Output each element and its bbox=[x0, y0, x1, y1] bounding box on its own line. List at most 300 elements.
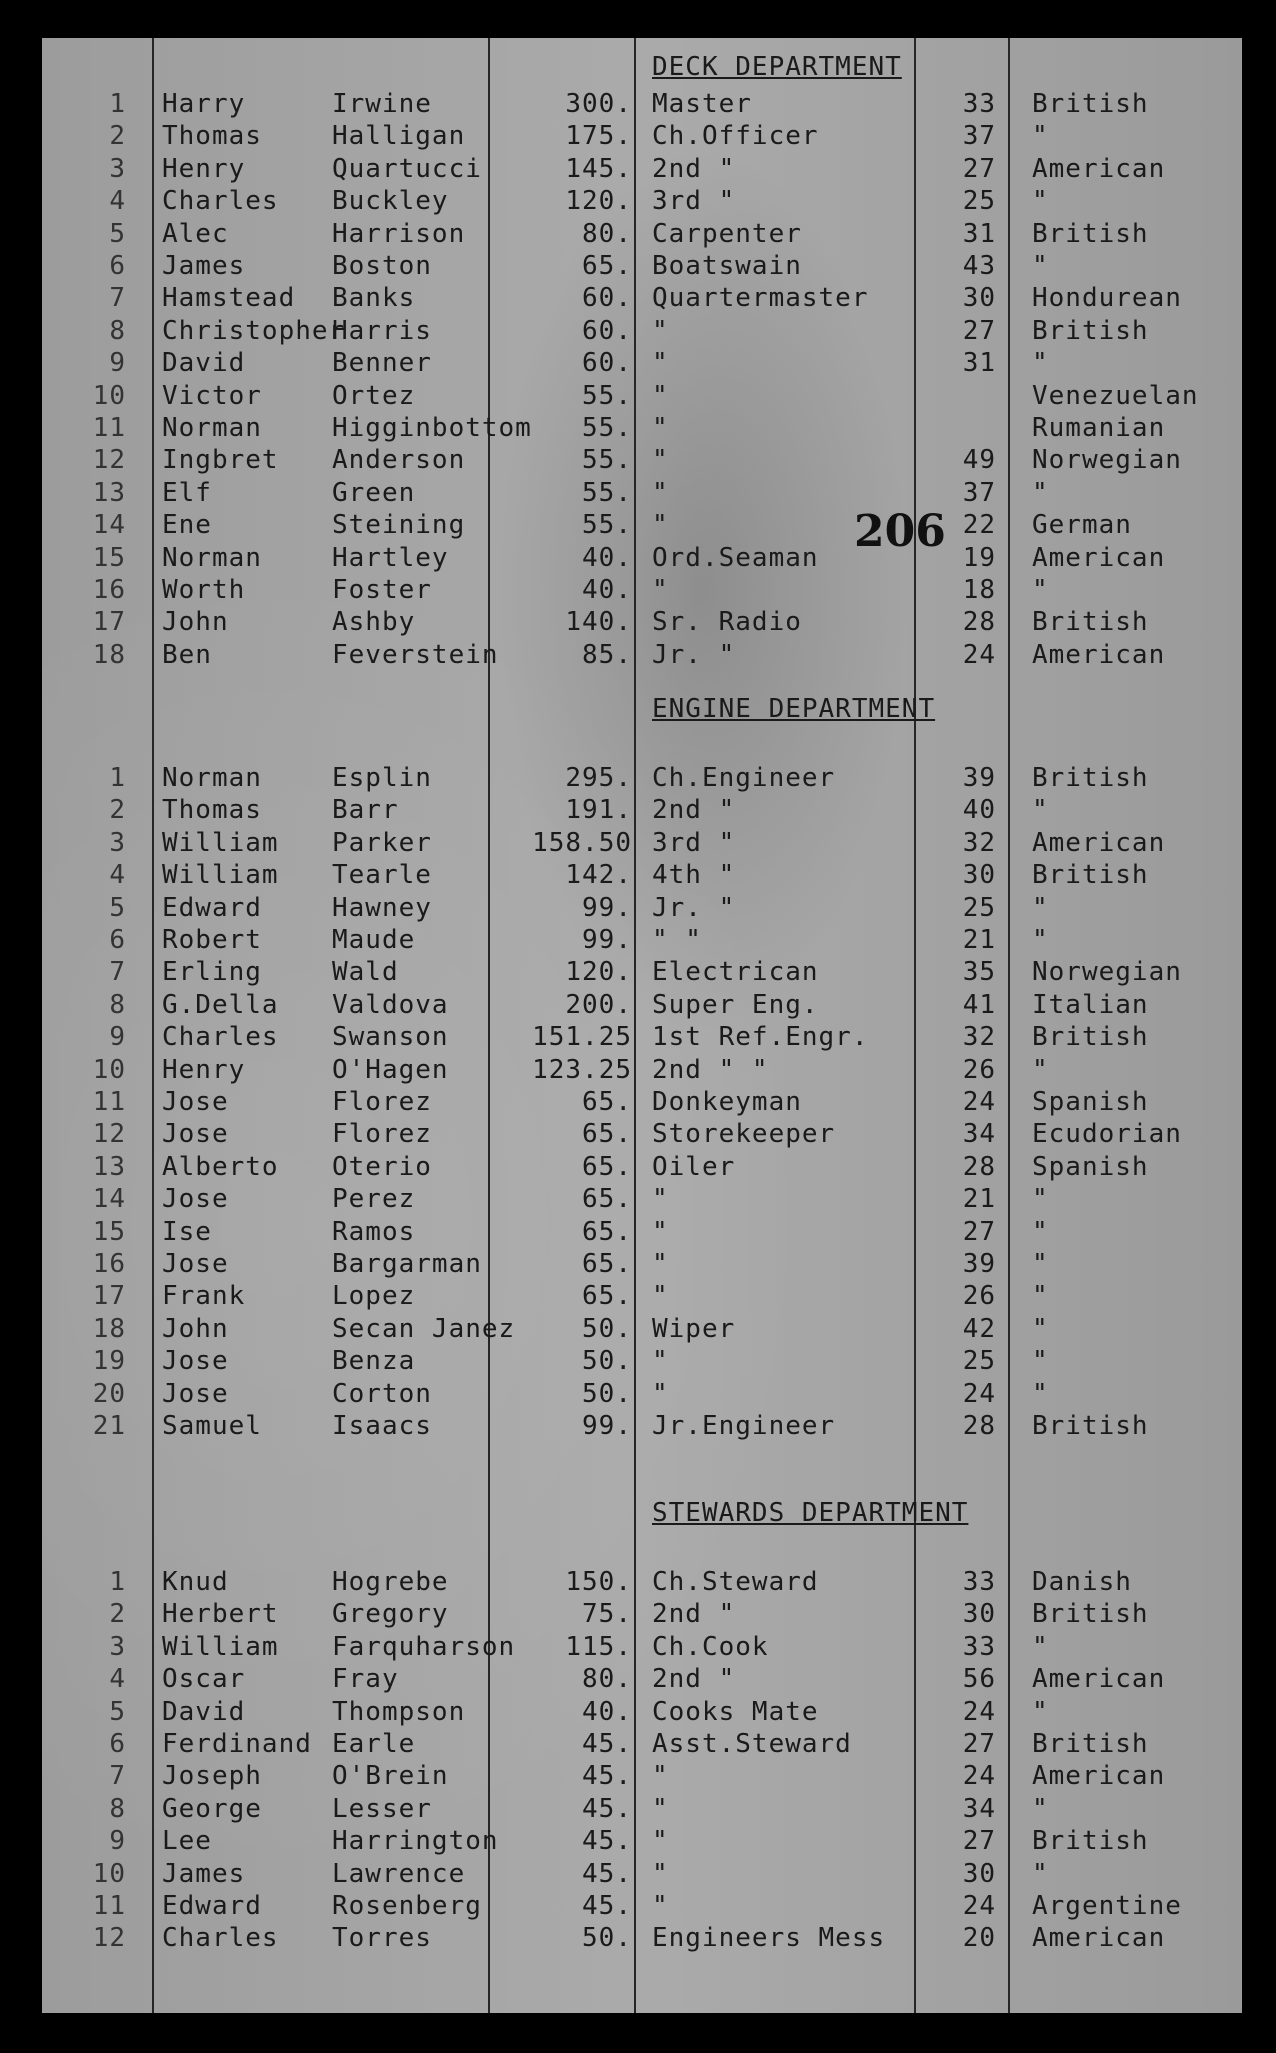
row-number: 6 bbox=[109, 251, 126, 281]
row-number: 8 bbox=[109, 315, 126, 346]
row-number: 17 bbox=[92, 1281, 126, 1312]
nationality: " bbox=[1032, 1631, 1049, 1662]
nationality: British bbox=[1032, 218, 1149, 249]
first-name: Jose bbox=[162, 1249, 229, 1279]
wage: 65. bbox=[582, 1087, 632, 1117]
wage: 75. bbox=[582, 1599, 632, 1630]
position: Cooks Mate bbox=[652, 1696, 819, 1727]
age: 35 bbox=[962, 957, 996, 988]
crew-row bbox=[42, 1793, 1242, 1825]
position: 2nd " bbox=[652, 1599, 736, 1630]
age: 25 bbox=[962, 186, 996, 217]
wage: 55. bbox=[582, 477, 632, 508]
row-number: 3 bbox=[109, 153, 126, 184]
crew-row bbox=[42, 1890, 1242, 1922]
wage: 50. bbox=[582, 1346, 632, 1377]
age: 25 bbox=[962, 892, 996, 923]
last-name: Parker bbox=[332, 827, 432, 858]
crew-row bbox=[42, 1696, 1242, 1728]
last-name: Barr bbox=[332, 795, 399, 826]
wage: 55. bbox=[582, 413, 632, 443]
nationality: " bbox=[1032, 892, 1049, 923]
first-name: Jose bbox=[162, 1119, 229, 1150]
position: Super Eng. bbox=[652, 989, 819, 1020]
age: 27 bbox=[962, 1216, 996, 1247]
crew-list-sheet bbox=[42, 38, 1242, 2013]
position: 1st Ref.Engr. bbox=[652, 1022, 869, 1053]
age: 31 bbox=[962, 218, 996, 249]
first-name: Ene bbox=[162, 510, 212, 541]
nationality: Norwegian bbox=[1032, 445, 1182, 476]
nationality: " bbox=[1032, 1313, 1049, 1344]
wage: 65. bbox=[582, 1184, 632, 1215]
stewards-department-heading: STEWARDS DEPARTMENT bbox=[652, 1498, 969, 1528]
position: " bbox=[652, 477, 669, 508]
wage: 50. bbox=[582, 1378, 632, 1409]
position: Ch.Engineer bbox=[652, 763, 836, 793]
last-name: Hawney bbox=[332, 892, 432, 923]
first-name: Herbert bbox=[162, 1599, 279, 1630]
wage: 120. bbox=[565, 957, 632, 988]
crew-row bbox=[42, 1760, 1242, 1792]
wage: 45. bbox=[582, 1826, 632, 1857]
first-name: George bbox=[162, 1793, 262, 1824]
wage: 140. bbox=[565, 607, 632, 638]
crew-row bbox=[42, 1410, 1242, 1442]
row-number: 16 bbox=[92, 575, 126, 605]
wage: 55. bbox=[582, 380, 632, 411]
last-name: Swanson bbox=[332, 1022, 449, 1053]
first-name: Joseph bbox=[162, 1761, 262, 1792]
nationality: " bbox=[1032, 925, 1049, 955]
crew-row bbox=[42, 509, 1242, 541]
crew-row bbox=[42, 1378, 1242, 1410]
nationality: British bbox=[1032, 763, 1149, 793]
wage: 50. bbox=[582, 1923, 632, 1954]
wage: 65. bbox=[582, 1249, 632, 1279]
age: 25 bbox=[962, 1346, 996, 1377]
wage: 65. bbox=[582, 1281, 632, 1312]
crew-row bbox=[42, 380, 1242, 412]
row-number: 3 bbox=[109, 827, 126, 858]
row-number: 16 bbox=[92, 1249, 126, 1279]
position: " bbox=[652, 1184, 669, 1215]
crew-row bbox=[42, 574, 1242, 606]
row-number: 4 bbox=[109, 860, 126, 891]
page-number-stamp: 206 bbox=[854, 506, 946, 557]
wage: 300. bbox=[565, 89, 632, 119]
crew-row bbox=[42, 1118, 1242, 1150]
wage: 65. bbox=[582, 1119, 632, 1150]
row-number: 2 bbox=[109, 795, 126, 826]
crew-row bbox=[42, 762, 1242, 794]
position: Master bbox=[652, 89, 752, 119]
position: Asst.Steward bbox=[652, 1729, 852, 1759]
position: Ch.Cook bbox=[652, 1631, 769, 1662]
position: " " bbox=[652, 925, 702, 955]
nationality: " bbox=[1032, 348, 1049, 379]
position: " bbox=[652, 380, 669, 411]
position: 3rd " bbox=[652, 186, 736, 217]
nationality: " bbox=[1032, 1249, 1049, 1279]
last-name: Bargarman bbox=[332, 1249, 482, 1279]
first-name: Jose bbox=[162, 1346, 229, 1377]
first-name: Frank bbox=[162, 1281, 246, 1312]
position: " bbox=[652, 413, 669, 443]
last-name: Harris bbox=[332, 315, 432, 346]
first-name: Jose bbox=[162, 1378, 229, 1409]
last-name: Florez bbox=[332, 1119, 432, 1150]
wage: 150. bbox=[565, 1567, 632, 1597]
age: 33 bbox=[962, 89, 996, 119]
last-name: Lopez bbox=[332, 1281, 416, 1312]
first-name: Norman bbox=[162, 542, 262, 573]
first-name: Lee bbox=[162, 1826, 212, 1857]
nationality: " bbox=[1032, 1696, 1049, 1727]
wage: 99. bbox=[582, 1411, 632, 1441]
nationality: British bbox=[1032, 89, 1149, 119]
crew-row bbox=[42, 1631, 1242, 1663]
last-name: Lesser bbox=[332, 1793, 432, 1824]
last-name: Foster bbox=[332, 575, 432, 605]
last-name: Feverstein bbox=[332, 639, 499, 670]
row-number: 12 bbox=[92, 445, 126, 476]
crew-row bbox=[42, 1858, 1242, 1890]
position: 2nd " bbox=[652, 153, 736, 184]
last-name: Ashby bbox=[332, 607, 416, 638]
first-name: Victor bbox=[162, 380, 262, 411]
last-name: Quartucci bbox=[332, 153, 482, 184]
position: " bbox=[652, 510, 669, 541]
crew-row bbox=[42, 1086, 1242, 1118]
wage: 99. bbox=[582, 925, 632, 955]
age: 27 bbox=[962, 153, 996, 184]
nationality: British bbox=[1032, 1599, 1149, 1630]
row-number: 6 bbox=[109, 925, 126, 955]
wage: 40. bbox=[582, 1696, 632, 1727]
row-number: 9 bbox=[109, 348, 126, 379]
position: Oiler bbox=[652, 1151, 736, 1182]
wage: 65. bbox=[582, 1151, 632, 1182]
crew-row bbox=[42, 827, 1242, 859]
position: " bbox=[652, 1346, 669, 1377]
row-number: 8 bbox=[109, 989, 126, 1020]
nationality: American bbox=[1032, 1761, 1166, 1792]
row-number: 18 bbox=[92, 1313, 126, 1344]
nationality: " bbox=[1032, 1054, 1049, 1085]
first-name: William bbox=[162, 827, 279, 858]
nationality: " bbox=[1032, 1346, 1049, 1377]
crew-row bbox=[42, 1216, 1242, 1248]
age: 30 bbox=[962, 283, 996, 314]
age: 33 bbox=[962, 1567, 996, 1597]
first-name: David bbox=[162, 348, 246, 379]
last-name: Esplin bbox=[332, 763, 432, 793]
first-name: Samuel bbox=[162, 1411, 262, 1441]
nationality: " bbox=[1032, 575, 1049, 605]
position: " bbox=[652, 315, 669, 346]
row-number: 15 bbox=[92, 542, 126, 573]
wage: 142. bbox=[565, 860, 632, 891]
first-name: Jose bbox=[162, 1087, 229, 1117]
last-name: Maude bbox=[332, 925, 416, 955]
age: 27 bbox=[962, 1826, 996, 1857]
age: 34 bbox=[962, 1793, 996, 1824]
last-name: Valdova bbox=[332, 989, 449, 1020]
nationality: " bbox=[1032, 1216, 1049, 1247]
row-number: 2 bbox=[109, 1599, 126, 1630]
crew-row bbox=[42, 1825, 1242, 1857]
wage: 40. bbox=[582, 542, 632, 573]
crew-row bbox=[42, 542, 1242, 574]
crew-row bbox=[42, 1183, 1242, 1215]
first-name: David bbox=[162, 1696, 246, 1727]
position: Engineers Mess bbox=[652, 1923, 886, 1954]
crew-row bbox=[42, 185, 1242, 217]
last-name: Torres bbox=[332, 1923, 432, 1954]
last-name: Corton bbox=[332, 1378, 432, 1409]
position: " bbox=[652, 1281, 669, 1312]
row-number: 7 bbox=[109, 283, 126, 314]
last-name: Anderson bbox=[332, 445, 466, 476]
age: 26 bbox=[962, 1054, 996, 1085]
crew-row bbox=[42, 956, 1242, 988]
age: 24 bbox=[962, 1087, 996, 1117]
age: 30 bbox=[962, 1858, 996, 1889]
position: Quartermaster bbox=[652, 283, 869, 314]
crew-row bbox=[42, 412, 1242, 444]
crew-row bbox=[42, 892, 1242, 924]
nationality: British bbox=[1032, 1729, 1149, 1759]
row-number: 5 bbox=[109, 218, 126, 249]
wage: 50. bbox=[582, 1313, 632, 1344]
row-number: 17 bbox=[92, 607, 126, 638]
age: 18 bbox=[962, 575, 996, 605]
row-number: 4 bbox=[109, 1664, 126, 1695]
row-number: 11 bbox=[92, 413, 126, 443]
row-number: 12 bbox=[92, 1923, 126, 1954]
first-name: Erling bbox=[162, 957, 262, 988]
wage: 45. bbox=[582, 1729, 632, 1759]
crew-row bbox=[42, 250, 1242, 282]
nationality: " bbox=[1032, 1281, 1049, 1312]
last-name: Fray bbox=[332, 1664, 399, 1695]
age: 41 bbox=[962, 989, 996, 1020]
crew-row bbox=[42, 1054, 1242, 1086]
nationality: " bbox=[1032, 795, 1049, 826]
first-name: Norman bbox=[162, 413, 262, 443]
first-name: Edward bbox=[162, 1891, 262, 1921]
last-name: Hogrebe bbox=[332, 1567, 449, 1597]
age: 56 bbox=[962, 1664, 996, 1695]
age: 43 bbox=[962, 251, 996, 281]
wage: 85. bbox=[582, 639, 632, 670]
age: 39 bbox=[962, 763, 996, 793]
last-name: Rosenberg bbox=[332, 1891, 482, 1921]
first-name: Thomas bbox=[162, 795, 262, 826]
wage: 295. bbox=[565, 763, 632, 793]
age: 28 bbox=[962, 1411, 996, 1441]
age: 20 bbox=[962, 1923, 996, 1954]
row-number: 3 bbox=[109, 1631, 126, 1662]
nationality: Spanish bbox=[1032, 1087, 1149, 1117]
last-name: Tearle bbox=[332, 860, 432, 891]
wage: 60. bbox=[582, 283, 632, 314]
last-name: Perez bbox=[332, 1184, 416, 1215]
row-number: 11 bbox=[92, 1891, 126, 1921]
last-name: Benner bbox=[332, 348, 432, 379]
wage: 120. bbox=[565, 186, 632, 217]
crew-row bbox=[42, 794, 1242, 826]
row-number: 14 bbox=[92, 510, 126, 541]
wage: 99. bbox=[582, 892, 632, 923]
position: " bbox=[652, 1249, 669, 1279]
wage: 115. bbox=[565, 1631, 632, 1662]
crew-row bbox=[42, 1598, 1242, 1630]
age: 30 bbox=[962, 860, 996, 891]
last-name: Secan Janez bbox=[332, 1313, 516, 1344]
wage: 45. bbox=[582, 1793, 632, 1824]
row-number: 7 bbox=[109, 1761, 126, 1792]
last-name: Benza bbox=[332, 1346, 416, 1377]
last-name: Farquharson bbox=[332, 1631, 516, 1662]
crew-row bbox=[42, 120, 1242, 152]
position: 2nd " " bbox=[652, 1054, 769, 1085]
wage: 80. bbox=[582, 218, 632, 249]
nationality: Hondurean bbox=[1032, 283, 1182, 314]
first-name: Ferdinand bbox=[162, 1729, 312, 1759]
age: 28 bbox=[962, 1151, 996, 1182]
wage: 55. bbox=[582, 510, 632, 541]
crew-row bbox=[42, 282, 1242, 314]
age: 19 bbox=[962, 542, 996, 573]
nationality: American bbox=[1032, 639, 1166, 670]
wage: 158.50 bbox=[532, 827, 632, 858]
position: Donkeyman bbox=[652, 1087, 802, 1117]
nationality: British bbox=[1032, 860, 1149, 891]
position: " bbox=[652, 1378, 669, 1409]
nationality: British bbox=[1032, 1411, 1149, 1441]
crew-row bbox=[42, 1663, 1242, 1695]
first-name: Harry bbox=[162, 89, 246, 119]
row-number: 10 bbox=[92, 380, 126, 411]
nationality: " bbox=[1032, 1858, 1049, 1889]
crew-row bbox=[42, 315, 1242, 347]
nationality: " bbox=[1032, 186, 1049, 217]
age: 32 bbox=[962, 827, 996, 858]
position: 3rd " bbox=[652, 827, 736, 858]
position: " bbox=[652, 1826, 669, 1857]
last-name: Lawrence bbox=[332, 1858, 466, 1889]
age: 37 bbox=[962, 121, 996, 152]
last-name: O'Hagen bbox=[332, 1054, 449, 1085]
age: 42 bbox=[962, 1313, 996, 1344]
position: 2nd " bbox=[652, 795, 736, 826]
first-name: Henry bbox=[162, 1054, 246, 1085]
position: " bbox=[652, 348, 669, 379]
age: 28 bbox=[962, 607, 996, 638]
nationality: " bbox=[1032, 251, 1049, 281]
crew-row bbox=[42, 1280, 1242, 1312]
crew-row bbox=[42, 88, 1242, 120]
position: Wiper bbox=[652, 1313, 736, 1344]
wage: 175. bbox=[565, 121, 632, 152]
last-name: Isaacs bbox=[332, 1411, 432, 1441]
wage: 45. bbox=[582, 1761, 632, 1792]
nationality: Rumanian bbox=[1032, 413, 1166, 443]
crew-row bbox=[42, 153, 1242, 185]
first-name: Thomas bbox=[162, 121, 262, 152]
nationality: Argentine bbox=[1032, 1891, 1182, 1921]
row-number: 9 bbox=[109, 1022, 126, 1053]
nationality: British bbox=[1032, 1826, 1149, 1857]
row-number: 9 bbox=[109, 1826, 126, 1857]
crew-row bbox=[42, 924, 1242, 956]
nationality: American bbox=[1032, 153, 1166, 184]
first-name: Ise bbox=[162, 1216, 212, 1247]
age: 27 bbox=[962, 1729, 996, 1759]
first-name: James bbox=[162, 1858, 246, 1889]
age: 24 bbox=[962, 1378, 996, 1409]
position: " bbox=[652, 1793, 669, 1824]
age: 37 bbox=[962, 477, 996, 508]
first-name: James bbox=[162, 251, 246, 281]
age: 27 bbox=[962, 315, 996, 346]
row-number: 13 bbox=[92, 1151, 126, 1182]
wage: 65. bbox=[582, 251, 632, 281]
first-name: Christopher bbox=[162, 315, 346, 346]
crew-row bbox=[42, 639, 1242, 671]
crew-row bbox=[42, 1248, 1242, 1280]
age: 26 bbox=[962, 1281, 996, 1312]
crew-row bbox=[42, 1021, 1242, 1053]
crew-row bbox=[42, 218, 1242, 250]
age: 30 bbox=[962, 1599, 996, 1630]
position: Carpenter bbox=[652, 218, 802, 249]
row-number: 13 bbox=[92, 477, 126, 508]
position: Sr. Radio bbox=[652, 607, 802, 638]
nationality: American bbox=[1032, 1664, 1166, 1695]
position: " bbox=[652, 1891, 669, 1921]
row-number: 7 bbox=[109, 957, 126, 988]
position: " bbox=[652, 575, 669, 605]
position: 4th " bbox=[652, 860, 736, 891]
last-name: Ortez bbox=[332, 380, 416, 411]
row-number: 6 bbox=[109, 1729, 126, 1759]
wage: 151.25 bbox=[532, 1022, 632, 1053]
position: Ch.Steward bbox=[652, 1567, 819, 1597]
age: 24 bbox=[962, 1761, 996, 1792]
age: 40 bbox=[962, 795, 996, 826]
crew-row bbox=[42, 1345, 1242, 1377]
nationality: British bbox=[1032, 607, 1149, 638]
age: 24 bbox=[962, 639, 996, 670]
first-name: Norman bbox=[162, 763, 262, 793]
first-name: William bbox=[162, 1631, 279, 1662]
first-name: G.Della bbox=[162, 989, 279, 1020]
row-number: 2 bbox=[109, 121, 126, 152]
first-name: Ben bbox=[162, 639, 212, 670]
first-name: Charles bbox=[162, 186, 279, 217]
last-name: Ramos bbox=[332, 1216, 416, 1247]
row-number: 1 bbox=[109, 89, 126, 119]
last-name: Hartley bbox=[332, 542, 449, 573]
first-name: Hamstead bbox=[162, 283, 296, 314]
age: 21 bbox=[962, 925, 996, 955]
first-name: Oscar bbox=[162, 1664, 246, 1695]
age: 49 bbox=[962, 445, 996, 476]
nationality: American bbox=[1032, 542, 1166, 573]
